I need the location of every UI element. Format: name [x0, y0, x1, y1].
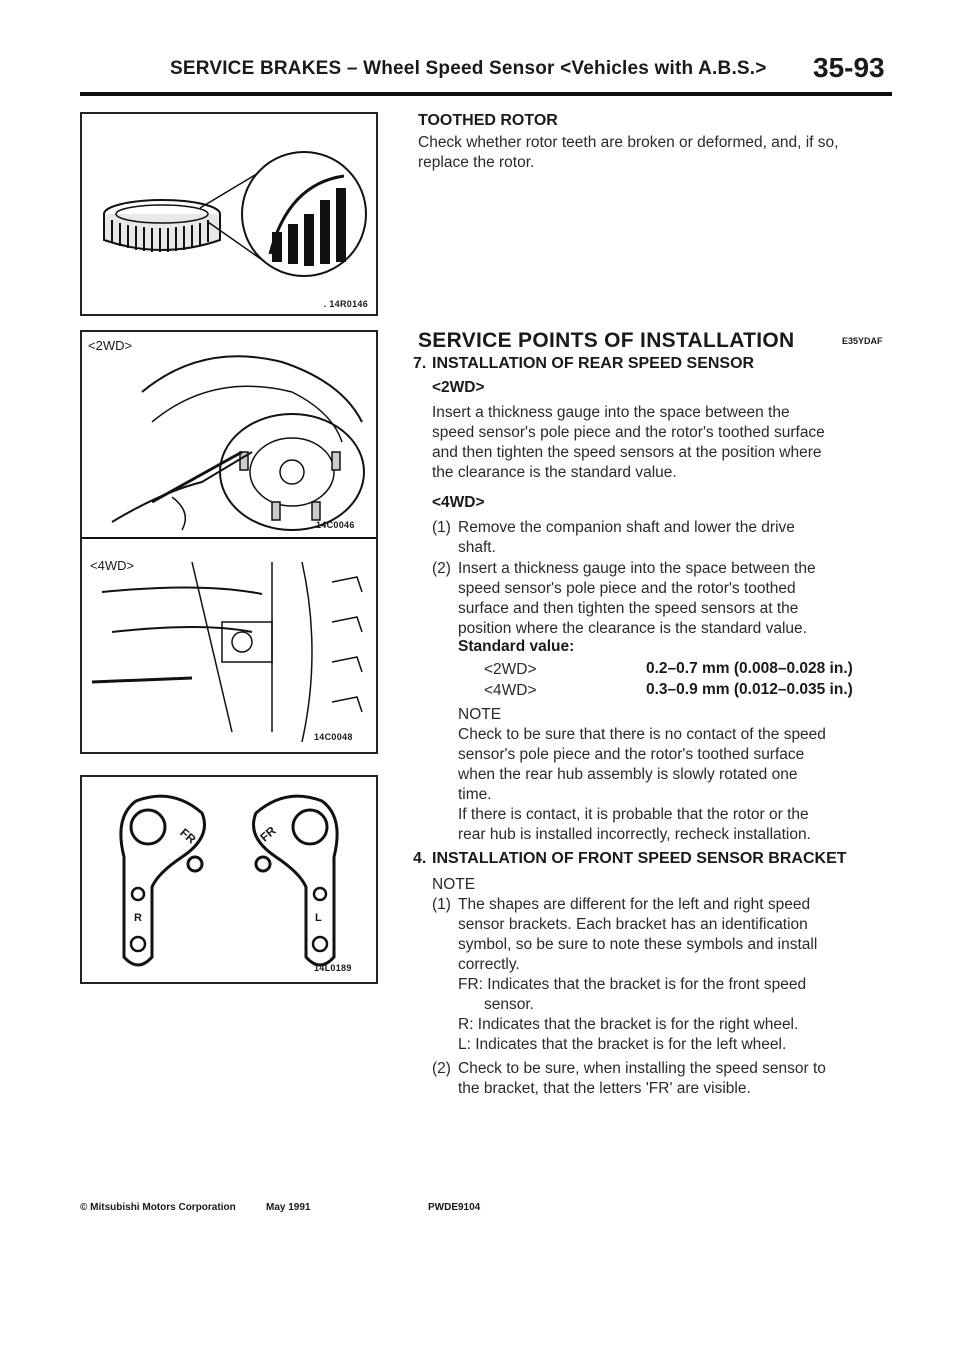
- sensor-install-illustration: [82, 332, 376, 752]
- text-line: shaft.: [458, 539, 496, 556]
- figure-label-2wd: <2WD>: [88, 338, 133, 353]
- standard-value-title: Standard value:: [458, 638, 575, 655]
- text-line: Check to be sure that there is no contact of the speed: [458, 726, 826, 743]
- item-7-number: 7.: [413, 355, 427, 372]
- text-line: FR: Indicates that the bracket is for the front speed: [458, 976, 807, 993]
- step-1-text: [458, 518, 795, 558]
- brackets-illustration: [82, 777, 376, 982]
- text-line: Insert a thickness gauge into the space between the: [458, 560, 816, 577]
- text-line: L: Indicates that the bracket is for the left wheel.: [458, 1036, 787, 1053]
- item-7-2wd-label: <2WD>: [432, 379, 485, 396]
- std-4wd-value: 0.3–0.9 mm (0.012–0.035 in.): [646, 681, 853, 698]
- text-line: the bracket, that the letters 'FR' are visible.: [458, 1080, 751, 1097]
- item-4-note-2-number: (2): [432, 1060, 451, 1077]
- figure-toothed-rotor: [80, 112, 378, 316]
- text-line: surface and then tighten the speed sensors at the: [458, 600, 799, 617]
- item-7-4wd-label: <4WD>: [432, 494, 485, 511]
- toothed-rotor-title: TOOTHED ROTOR: [418, 112, 558, 129]
- bracket-right-l: L: [315, 912, 322, 924]
- text-line: correctly.: [458, 956, 520, 973]
- std-2wd-value: 0.2–0.7 mm (0.008–0.028 in.): [646, 660, 853, 677]
- page-number: 35-93: [813, 52, 885, 83]
- toothed-rotor-illustration: [82, 114, 376, 314]
- figure-code-4wd: 14C0048: [314, 732, 353, 742]
- text-line: and then tighten the speed sensors at the position where: [432, 444, 822, 461]
- item-4-note-1-number: (1): [432, 896, 451, 913]
- figure-brackets: [80, 775, 378, 984]
- toothed-rotor-text: [418, 133, 838, 173]
- item-4-note-label: NOTE: [432, 876, 476, 893]
- bracket-left-fr: FR: [177, 825, 199, 847]
- text-line: If there is contact, it is probable that the rotor or the: [458, 806, 809, 823]
- text-line: Check whether rotor teeth are broken or deformed, and, if so,: [418, 134, 839, 151]
- text-line: speed sensor's pole piece and the rotor's toothed surface: [432, 424, 825, 441]
- bracket-left-r: R: [134, 912, 142, 924]
- text-line: the clearance is the standard value.: [432, 464, 677, 481]
- item-7-note-label: NOTE: [458, 706, 502, 723]
- text-line: Check to be sure, when installing the speed sensor to: [458, 1060, 826, 1077]
- item-4-note-2-text: [458, 1059, 826, 1099]
- installation-section-code: E35YDAF: [842, 336, 883, 346]
- text-line: speed sensor's pole piece and the rotor's toothed: [458, 580, 796, 597]
- figure-code-rotor: . 14R0146: [323, 299, 368, 309]
- std-2wd-label: <2WD>: [484, 661, 537, 678]
- bracket-right-fr: FR: [257, 823, 279, 845]
- item-7-note-text: [458, 725, 826, 845]
- text-line: symbol, so be sure to note these symbols and install: [458, 936, 818, 953]
- step-1-number: (1): [432, 519, 451, 536]
- text-line: time.: [458, 786, 492, 803]
- page-header-title: SERVICE BRAKES – Wheel Speed Sensor <Vehicles with A.B.S.>: [170, 58, 767, 79]
- footer-copyright: © Mitsubishi Motors Corporation: [80, 1202, 236, 1213]
- installation-section-title: SERVICE POINTS OF INSTALLATION: [418, 329, 795, 352]
- footer-doc-code: PWDE9104: [428, 1202, 481, 1213]
- figure-sensor-install: [80, 330, 378, 754]
- text-line: sensor.: [484, 996, 534, 1013]
- item-7-2wd-text: [432, 403, 825, 483]
- text-line: Remove the companion shaft and lower the drive: [458, 519, 795, 536]
- text-line: sensor's pole piece and the rotor's toothed surface: [458, 746, 805, 763]
- step-2-number: (2): [432, 560, 451, 577]
- text-line: The shapes are different for the left and right speed: [458, 896, 811, 913]
- text-line: when the rear hub assembly is slowly rotated one: [458, 766, 798, 783]
- figure-label-4wd: <4WD>: [90, 558, 135, 573]
- step-2-text: [458, 559, 816, 639]
- figure-code-2wd: 14C0046: [316, 520, 355, 530]
- text-line: rear hub is installed incorrectly, recheck installation.: [458, 826, 811, 843]
- figure-code-brackets: 14L0189: [314, 963, 352, 973]
- std-4wd-label: <4WD>: [484, 682, 537, 699]
- item-7-heading: INSTALLATION OF REAR SPEED SENSOR: [432, 355, 755, 372]
- item-4-number: 4.: [413, 850, 427, 867]
- text-line: position where the clearance is the standard value.: [458, 620, 807, 637]
- header-rule: [80, 92, 892, 96]
- text-line: replace the rotor.: [418, 154, 535, 171]
- footer-date: May 1991: [266, 1202, 311, 1213]
- text-line: R: Indicates that the bracket is for the right wheel.: [458, 1016, 799, 1033]
- item-4-heading: INSTALLATION OF FRONT SPEED SENSOR BRACKET: [432, 850, 847, 867]
- text-line: Insert a thickness gauge into the space between the: [432, 404, 790, 421]
- item-4-note-1-text: [458, 895, 817, 1055]
- text-line: sensor brackets. Each bracket has an identification: [458, 916, 808, 933]
